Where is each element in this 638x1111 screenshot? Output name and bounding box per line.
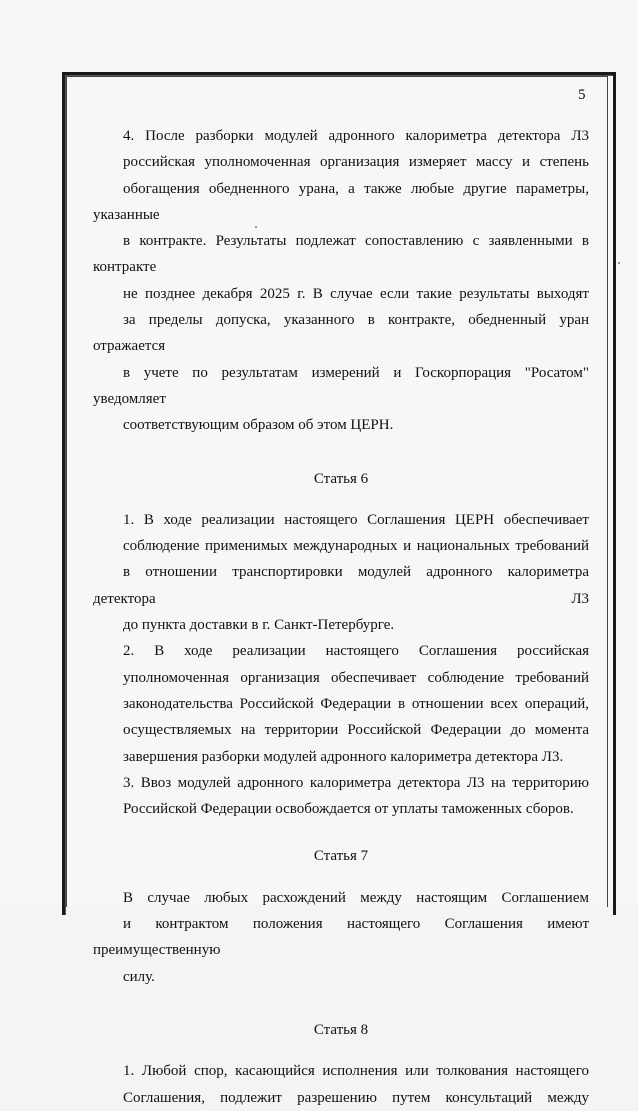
text-line: в учете по результатам измерений и Госкорпорация "Росатом" уведомляет (93, 364, 589, 407)
text-line: В случае любых расхождений между настоящим Соглашением (123, 889, 589, 906)
text-line: Соглашения, подлежит разрешению путем консультаций между (123, 1089, 589, 1106)
text-line: соблюдение применимых международных и национальных требований (123, 538, 589, 555)
article-6-heading: Статья 6 (313, 470, 369, 487)
text-line: российская уполномоченная организация измеряет массу и степень (123, 154, 589, 171)
scan-speck (618, 262, 620, 264)
text-line: законодательства Российской Федерации в отношении всех операций, (123, 695, 589, 712)
text-line: уполномоченная организация обеспечивает соблюдение требований (123, 669, 589, 686)
text-line: осуществляемых на территории Российской Федерации до момента (123, 722, 589, 739)
article-7-heading: Статья 7 (313, 848, 369, 865)
text-line: завершения разборки модулей адронного калориметра детектора Л3. (123, 748, 564, 765)
paragraph-4 (93, 123, 589, 439)
document-body (93, 123, 589, 1111)
text-line: 3. Ввоз модулей адронного калориметра детектора Л3 на территорию (123, 774, 589, 791)
text-line: и контрактом положения настоящего Соглашения имеют преимущественную (93, 916, 589, 959)
text-line: в отношении транспортировки модулей адронного калориметра детектора Л3 (93, 564, 589, 607)
text-line: 2. В ходе реализации настоящего Соглашения российская (123, 643, 589, 660)
text-line: за пределы допуска, указанного в контракте, обедненный уран отражается (93, 312, 589, 355)
text-line: не позднее декабря 2025 г. В случае если такие результаты выходят (123, 285, 589, 302)
text-line: соответствующим образом об этом ЦЕРН. (123, 417, 394, 434)
text-line: 4. После разборки модулей адронного калориметра детектора Л3 (123, 128, 589, 144)
text-line: в контракте. Результаты подлежат сопоставлению с заявленными в контракте (93, 233, 589, 276)
article-6-paragraph-3 (93, 770, 589, 823)
text-line: силу. (123, 968, 155, 985)
article-6-paragraph-1 (93, 507, 589, 638)
text-line: Российской Федерации освобождается от уплаты таможенных сборов. (123, 801, 574, 818)
page-number: 5 (578, 87, 586, 103)
text-line: до пункта доставки в г. Санкт-Петербурге. (123, 617, 395, 634)
article-8-heading: Статья 8 (313, 1021, 369, 1038)
article-6-paragraph-2 (93, 638, 589, 769)
text-line: обогащения обедненного урана, а также любые другие параметры, указанные (93, 180, 589, 223)
text-line: 1. Любой спор, касающийся исполнения или толкования настоящего (123, 1063, 589, 1080)
text-line: 1. В ходе реализации настоящего Соглашения ЦЕРН обеспечивает (123, 511, 589, 528)
article-8-paragraph-1 (93, 1058, 589, 1111)
article-7-paragraph-1 (93, 885, 589, 990)
